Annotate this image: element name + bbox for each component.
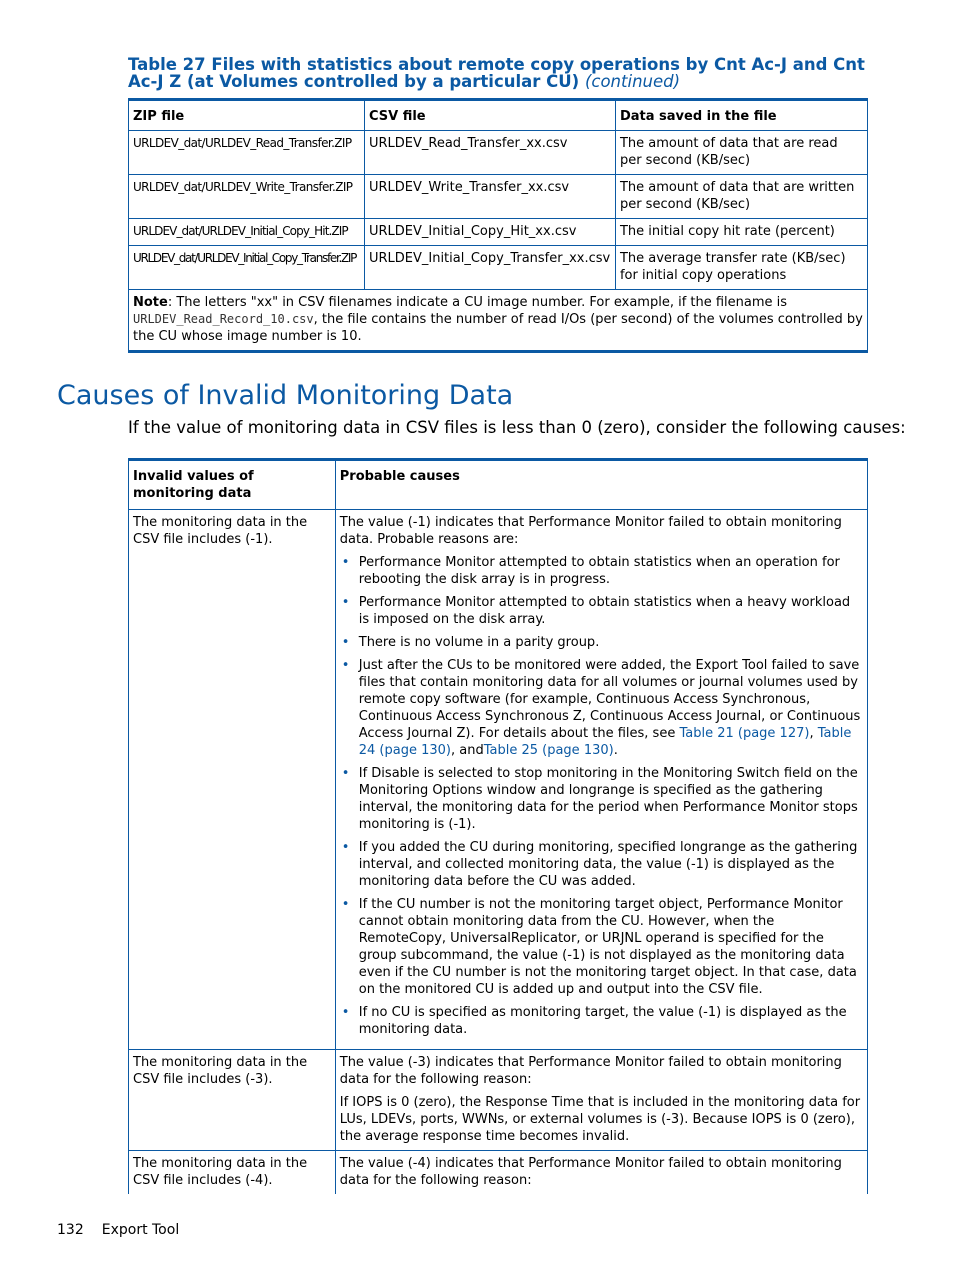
header-invalid-values: Invalid values of monitoring data: [129, 460, 336, 510]
note-code: URLDEV_Read_Record_10.csv: [133, 312, 314, 326]
list-item: [359, 657, 863, 759]
table-row: [129, 1151, 868, 1195]
note-text-2: , the file contains the number of read I/Os (per second) of the volumes controlled by the CU whose image number is 10.: [133, 312, 863, 344]
table-caption: [128, 56, 873, 90]
list-item-end: .: [613, 743, 618, 758]
data-saved-cell: The amount of data that are written per second (KB/sec): [615, 175, 867, 219]
page-footer: [57, 1222, 197, 1238]
data-saved-cell: The average transfer rate (KB/sec) for initial copy operations: [615, 246, 867, 290]
link-separator: , and: [450, 743, 484, 758]
table-note-row: [129, 290, 868, 352]
causes-table: [128, 458, 868, 1194]
table-row: [129, 1050, 868, 1151]
header-probable-causes: Probable causes: [335, 460, 867, 510]
header-zip-file: ZIP file: [129, 100, 365, 131]
table-row: [129, 510, 868, 1050]
table-row: [129, 246, 868, 290]
table-caption-continued: (continued): [584, 72, 681, 91]
header-data-saved: Data saved in the file: [615, 100, 867, 131]
note-label: Note: [133, 295, 168, 310]
zip-file-cell: URLDEV_dat/URLDEV_Read_Transfer.ZIP: [129, 131, 365, 175]
list-item: • There is no volume in a parity group.: [359, 634, 863, 651]
section-intro: If the value of monitoring data in CSV files is less than 0 (zero), consider the following causes:: [128, 418, 906, 437]
section-heading: Causes of Invalid Monitoring Data: [57, 380, 514, 411]
csv-file-cell: URLDEV_Write_Transfer_xx.csv: [364, 175, 615, 219]
link-table-21[interactable]: Table 21 (page 127): [679, 726, 810, 741]
table-note: [129, 290, 868, 352]
csv-file-cell: URLDEV_Initial_Copy_Hit_xx.csv: [364, 219, 615, 246]
table-header-row: [129, 460, 868, 510]
causes-paragraph: The value (-4) indicates that Performance Monitor failed to obtain monitoring data for the following reason:: [339, 1156, 842, 1188]
table-header-row: [129, 100, 868, 131]
files-table: [128, 98, 868, 353]
zip-file-cell: URLDEV_dat/URLDEV_Write_Transfer.ZIP: [129, 175, 365, 219]
table-caption-title: Table 27 Files with statistics about remote copy operations by Cnt Ac-J and Cnt Ac-J Z (at Volumes controlled by a particular CU): [128, 55, 865, 91]
note-text-1: : The letters "xx" in CSV filenames indicate a CU image number. For example, if the filename is: [167, 295, 788, 310]
list-item: • If the CU number is not the monitoring target object, Performance Monitor cannot obtain monitoring data from the CU. However, when the RemoteCopy, UniversalReplicator, or URJNL operand is specified for the group subcommand, the value (-1) is not displayed as the monitoring data even if the CU number is not the monitoring target object. In that case, data on the monitored CU is added up and output into the CSV file.: [359, 896, 863, 998]
csv-file-cell: URLDEV_Initial_Copy_Transfer_xx.csv: [364, 246, 615, 290]
invalid-value-cell: The monitoring data in the CSV file includes (-4).: [129, 1151, 336, 1195]
invalid-value-cell: The monitoring data in the CSV file includes (-1).: [129, 510, 336, 1050]
causes-paragraph: If IOPS is 0 (zero), the Response Time that is included in the monitoring data for LUs, LDEVs, ports, WWNs, or external volumes is (-3). Because IOPS is 0 (zero), the average response time becomes invalid.: [339, 1095, 861, 1144]
link-table-24[interactable]: Table 24 (page 130): [358, 726, 852, 758]
list-item: • Performance Monitor attempted to obtain statistics when an operation for rebooting the disk array is in progress.: [359, 554, 863, 588]
zip-file-cell: URLDEV_dat/URLDEV_Initial_Copy_Transfer.ZIP: [129, 246, 365, 290]
probable-causes-cell: [335, 1050, 867, 1151]
list-item: • If Disable is selected to stop monitoring in the Monitoring Switch field on the Monitoring Options window and longrange is specified as the gathering interval, the monitoring data for the period when Performance Monitor stops monitoring is (-1).: [359, 765, 863, 833]
footer-section-name: Export Tool: [101, 1222, 180, 1238]
invalid-value-cell: The monitoring data in the CSV file includes (-3).: [129, 1050, 336, 1151]
page-number: 132: [57, 1222, 84, 1238]
csv-file-cell: URLDEV_Read_Transfer_xx.csv: [364, 131, 615, 175]
list-item: • If no CU is specified as monitoring target, the value (-1) is displayed as the monitoring data.: [359, 1004, 863, 1038]
table-row: [129, 175, 868, 219]
link-separator: ,: [809, 726, 818, 741]
zip-file-cell: URLDEV_dat/URLDEV_Initial_Copy_Hit.ZIP: [129, 219, 365, 246]
header-csv-file: CSV file: [364, 100, 615, 131]
table-row: [129, 219, 868, 246]
causes-intro: The value (-1) indicates that Performance Monitor failed to obtain monitoring data. Probable reasons are:: [339, 515, 842, 547]
list-item: • If you added the CU during monitoring, specified longrange as the gathering interval, and collected monitoring data, the value (-1) is displayed as the monitoring data before the CU was added.: [359, 839, 863, 890]
list-item-text: Just after the CUs to be monitored were added, the Export Tool failed to save files that contain monitoring data for all volumes or journal volumes used by remote copy software (for example, Continuous Access Synchronous, Continuous Access Synchronous Z, Continuous Access Journal, or Continuous Access Journal Z). For details about the files, see: [358, 658, 861, 741]
causes-list: [340, 554, 863, 1038]
link-table-25[interactable]: Table 25 (page 130): [483, 743, 614, 758]
probable-causes-cell: [335, 1151, 867, 1195]
causes-paragraph: The value (-3) indicates that Performance Monitor failed to obtain monitoring data for the following reason:: [339, 1055, 842, 1087]
list-item: • Performance Monitor attempted to obtain statistics when a heavy workload is imposed on the disk array.: [359, 594, 863, 628]
probable-causes-cell: [335, 510, 867, 1050]
data-saved-cell: The amount of data that are read per second (KB/sec): [615, 131, 867, 175]
table-row: [129, 131, 868, 175]
data-saved-cell: The initial copy hit rate (percent): [615, 219, 867, 246]
